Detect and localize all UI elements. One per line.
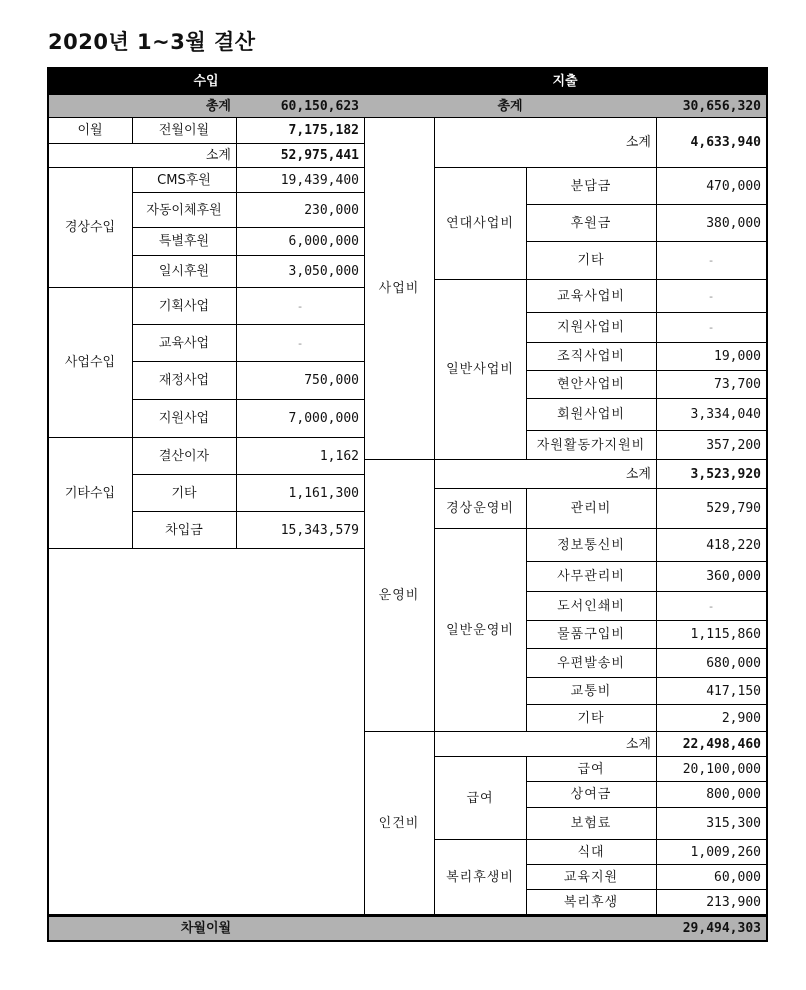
expense-item-value: 3,334,040 bbox=[656, 399, 767, 431]
carryover-value: 7,175,182 bbox=[236, 118, 365, 144]
expense-item-value: 470,000 bbox=[656, 168, 767, 205]
expense-total-value: 30,656,320 bbox=[656, 95, 767, 118]
income-item-label: 기획사업 bbox=[132, 288, 237, 325]
general-operating-group-name: 일반운영비 bbox=[434, 529, 527, 732]
expense-item-label: 사무관리비 bbox=[526, 562, 657, 592]
business-category: 사업비 bbox=[364, 118, 435, 460]
expense-item-label: 보험료 bbox=[526, 808, 657, 840]
expense-item-value: - bbox=[656, 242, 767, 280]
personnel-subtotal-value: 22,498,460 bbox=[656, 732, 767, 757]
expense-item-label: 조직사업비 bbox=[526, 343, 657, 371]
expense-item-value: 1,009,260 bbox=[656, 840, 767, 865]
carryover-item: 전월이월 bbox=[132, 118, 237, 144]
expense-item-label: 교육지원 bbox=[526, 865, 657, 890]
expense-item-label: 관리비 bbox=[526, 489, 657, 529]
income-header: 수입 bbox=[48, 68, 365, 95]
income-empty-area bbox=[48, 549, 365, 915]
income-item-label: 기타 bbox=[132, 475, 237, 512]
income-item-value: 750,000 bbox=[236, 362, 365, 400]
income-item-label: CMS후원 bbox=[132, 168, 237, 193]
expense-item-label: 교육사업비 bbox=[526, 280, 657, 313]
expense-item-label: 우편발송비 bbox=[526, 649, 657, 678]
income-item-label: 재정사업 bbox=[132, 362, 237, 400]
operating-subtotal-label: 소계 bbox=[434, 460, 657, 489]
carryover-category: 이월 bbox=[48, 118, 133, 144]
expense-item-value: 380,000 bbox=[656, 205, 767, 242]
business-subtotal-value: 4,633,940 bbox=[656, 118, 767, 168]
expense-item-label: 정보통신비 bbox=[526, 529, 657, 562]
expense-total-label: 총계 bbox=[364, 95, 657, 118]
income-group-name: 사업수입 bbox=[48, 288, 133, 438]
operating-subtotal-value: 3,523,920 bbox=[656, 460, 767, 489]
operating-category: 운영비 bbox=[364, 460, 435, 732]
expense-item-label: 복리후생 bbox=[526, 890, 657, 915]
expense-item-label: 기타 bbox=[526, 242, 657, 280]
expense-item-value: - bbox=[656, 280, 767, 313]
expense-item-value: - bbox=[656, 592, 767, 621]
expense-item-label: 현안사업비 bbox=[526, 371, 657, 399]
expense-item-value: 2,900 bbox=[656, 705, 767, 732]
income-subtotal-label: 소계 bbox=[48, 144, 237, 168]
expense-item-value: 1,115,860 bbox=[656, 621, 767, 649]
expense-item-label: 회원사업비 bbox=[526, 399, 657, 431]
carry-next-value: 29,494,303 bbox=[364, 917, 767, 941]
expense-item-value: 800,000 bbox=[656, 782, 767, 808]
expense-item-label: 분담금 bbox=[526, 168, 657, 205]
expense-item-value: 529,790 bbox=[656, 489, 767, 529]
expense-item-label: 물품구입비 bbox=[526, 621, 657, 649]
income-subtotal-value: 52,975,441 bbox=[236, 144, 365, 168]
bottom-separator bbox=[48, 915, 767, 917]
income-total-value: 60,150,623 bbox=[236, 95, 365, 118]
income-item-value: 7,000,000 bbox=[236, 400, 365, 438]
expense-item-value: 60,000 bbox=[656, 865, 767, 890]
income-item-label: 일시후원 bbox=[132, 256, 237, 288]
expense-item-label: 도서인쇄비 bbox=[526, 592, 657, 621]
income-item-value: 1,162 bbox=[236, 438, 365, 475]
income-item-label: 차입금 bbox=[132, 512, 237, 549]
expense-item-value: 213,900 bbox=[656, 890, 767, 915]
expense-item-value: 417,150 bbox=[656, 678, 767, 705]
personnel-category: 인건비 bbox=[364, 732, 435, 915]
income-item-value: 15,343,579 bbox=[236, 512, 365, 549]
expense-header: 지출 bbox=[364, 68, 767, 95]
income-item-value: - bbox=[236, 288, 365, 325]
regular-operating-group-name: 경상운영비 bbox=[434, 489, 527, 529]
expense-item-value: 680,000 bbox=[656, 649, 767, 678]
income-item-label: 자동이체후원 bbox=[132, 193, 237, 228]
expense-item-label: 급여 bbox=[526, 757, 657, 782]
income-item-value: - bbox=[236, 325, 365, 362]
business-subtotal-label: 소계 bbox=[434, 118, 657, 168]
expense-item-value: 20,100,000 bbox=[656, 757, 767, 782]
expense-item-label: 상여금 bbox=[526, 782, 657, 808]
income-item-label: 특별후원 bbox=[132, 228, 237, 256]
personnel-subtotal-label: 소계 bbox=[434, 732, 657, 757]
expense-item-value: 360,000 bbox=[656, 562, 767, 592]
expense-item-value: 19,000 bbox=[656, 343, 767, 371]
expense-item-value: - bbox=[656, 313, 767, 343]
expense-item-label: 식대 bbox=[526, 840, 657, 865]
welfare-group-name: 복리후생비 bbox=[434, 840, 527, 915]
expense-item-value: 315,300 bbox=[656, 808, 767, 840]
income-item-value: 19,439,400 bbox=[236, 168, 365, 193]
income-item-label: 지원사업 bbox=[132, 400, 237, 438]
expense-item-value: 73,700 bbox=[656, 371, 767, 399]
income-item-value: 230,000 bbox=[236, 193, 365, 228]
income-group-name: 기타수입 bbox=[48, 438, 133, 549]
income-group-name: 경상수입 bbox=[48, 168, 133, 288]
expense-item-label: 기타 bbox=[526, 705, 657, 732]
expense-item-label: 후원금 bbox=[526, 205, 657, 242]
income-item-label: 교육사업 bbox=[132, 325, 237, 362]
expense-item-label: 지원사업비 bbox=[526, 313, 657, 343]
income-item-value: 1,161,300 bbox=[236, 475, 365, 512]
income-total-label: 총계 bbox=[48, 95, 237, 118]
page-title: 2020년 1~3월 결산 bbox=[48, 30, 256, 54]
expense-item-value: 418,220 bbox=[656, 529, 767, 562]
carry-next-label: 차월이월 bbox=[48, 917, 365, 941]
salary-group-name: 급여 bbox=[434, 757, 527, 840]
income-item-value: 6,000,000 bbox=[236, 228, 365, 256]
expense-item-label: 교통비 bbox=[526, 678, 657, 705]
expense-item-label: 자원활동가지원비 bbox=[526, 431, 657, 460]
income-item-value: 3,050,000 bbox=[236, 256, 365, 288]
general-business-group-name: 일반사업비 bbox=[434, 280, 527, 460]
income-item-label: 결산이자 bbox=[132, 438, 237, 475]
solidarity-group-name: 연대사업비 bbox=[434, 168, 527, 280]
expense-item-value: 357,200 bbox=[656, 431, 767, 460]
